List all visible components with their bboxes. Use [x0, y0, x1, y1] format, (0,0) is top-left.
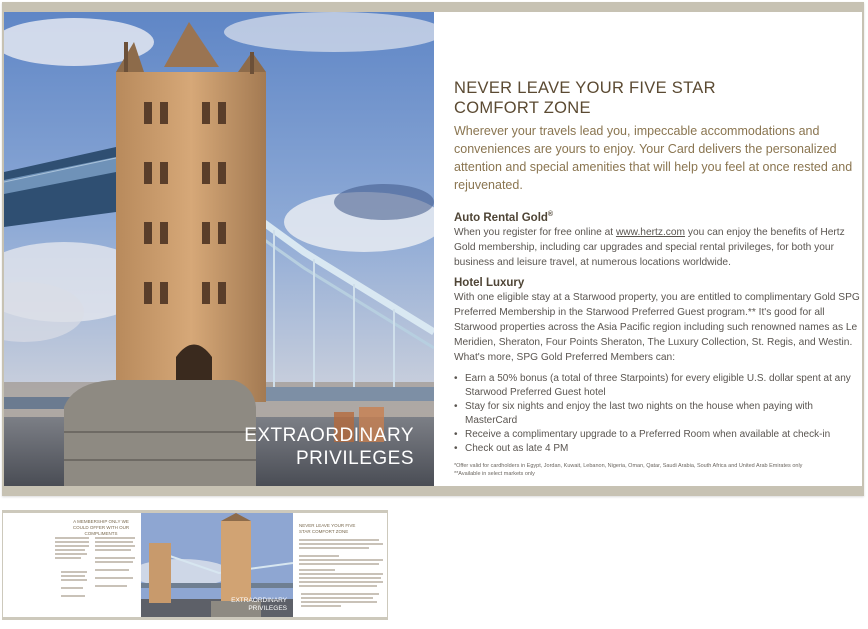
thumbnail-caption-line1: EXTRAORDINARY — [231, 597, 287, 604]
hotel-luxury-heading: Hotel Luxury — [454, 276, 525, 289]
benefit-item: • Earn a 50% bonus (a total of three Starpoints) for every eligible U.S. dollar spent at any Starwood Preferred Guest hotel — [454, 372, 862, 400]
headline-line2: COMFORT ZONE — [454, 99, 591, 117]
auto-rental-text-after: you can enjoy the benefits of Hertz Gold membership, including car upgrades and special rental privileges, for both your business and leisure travel, at numerous locations worldwide. — [454, 226, 845, 268]
benefit-item: • Stay for six nights and enjoy the last two nights on the house when paying with MasterCard — [454, 400, 862, 428]
photo-caption — [244, 424, 414, 470]
footnote-1: *Offer valid for cardholders in Egypt, Jordan, Kuwait, Lebanon, Nigeria, Oman, Qatar, Saudi Arabia, South Africa and United Arab Emirates only — [454, 463, 803, 469]
headline — [454, 78, 862, 118]
lead-paragraph: Wherever your travels lead you, impeccable accommodations and conveniences are yours to enjoy. Your Card delivers the personalized attention and special amenities that will help you feel at once rested and rejuvenated. — [454, 124, 853, 192]
benefit-item: • Receive a complimentary upgrade to a Preferred Room when available at check-in — [454, 428, 862, 442]
thumbnail-photo — [141, 513, 293, 617]
hertz-link[interactable]: www.hertz.com — [615, 226, 686, 238]
auto-rental-text-before: When you register for free online at — [454, 226, 616, 238]
footnote-2: **Available in select markets only — [454, 471, 535, 477]
copy-panel — [434, 12, 862, 486]
registered-mark: ® — [547, 211, 554, 218]
benefit-list — [454, 372, 862, 456]
thumbnail-left-panel — [3, 513, 141, 617]
headline-line1: NEVER LEAVE YOUR FIVE STAR — [454, 79, 716, 97]
thumbnail-left-heading: A MEMBERSHIP ONLY WE COULD OFFER WITH OUR COMPLIMENTS — [72, 519, 130, 536]
thumbnail-caption-line2: PRIVILEGES — [248, 605, 287, 612]
tower-bridge-illustration — [4, 12, 434, 486]
benefit-item: • Check out as late 4 PM — [454, 442, 862, 456]
hotel-luxury-body: With one eligible stay at a Starwood property, you are entitled to complimentary Gold SPG Preferred Membership in the Starwood Preferred Guest program.** It's good for all Starwood properties across the Asia Pacific region including such renowned names as Le Meridien, Sheraton, Four Points Sheraton, The Luxury Collection, St. Regis, and Westin. What's more, SPG Gold Preferred Members can: — [454, 291, 860, 363]
thumbnail-right-heading: NEVER LEAVE YOUR FIVE STAR COMFORT ZONE — [299, 523, 356, 534]
thumbnail-caption — [231, 597, 287, 613]
thumbnail-right-panel — [293, 513, 387, 617]
photo-caption-line1: EXTRAORDINARY — [244, 425, 414, 446]
brochure-thumbnail — [2, 510, 388, 620]
auto-rental-title: Auto Rental Gold — [454, 211, 548, 224]
photo-caption-line2: PRIVILEGES — [296, 448, 414, 469]
footnotes — [454, 462, 802, 478]
brochure-spread — [2, 2, 864, 496]
brochure-inner — [4, 12, 862, 486]
tower-bridge-photo — [4, 12, 434, 486]
thumbnail-inner — [3, 513, 387, 617]
auto-rental-body — [454, 225, 862, 270]
auto-rental-heading — [454, 211, 862, 224]
